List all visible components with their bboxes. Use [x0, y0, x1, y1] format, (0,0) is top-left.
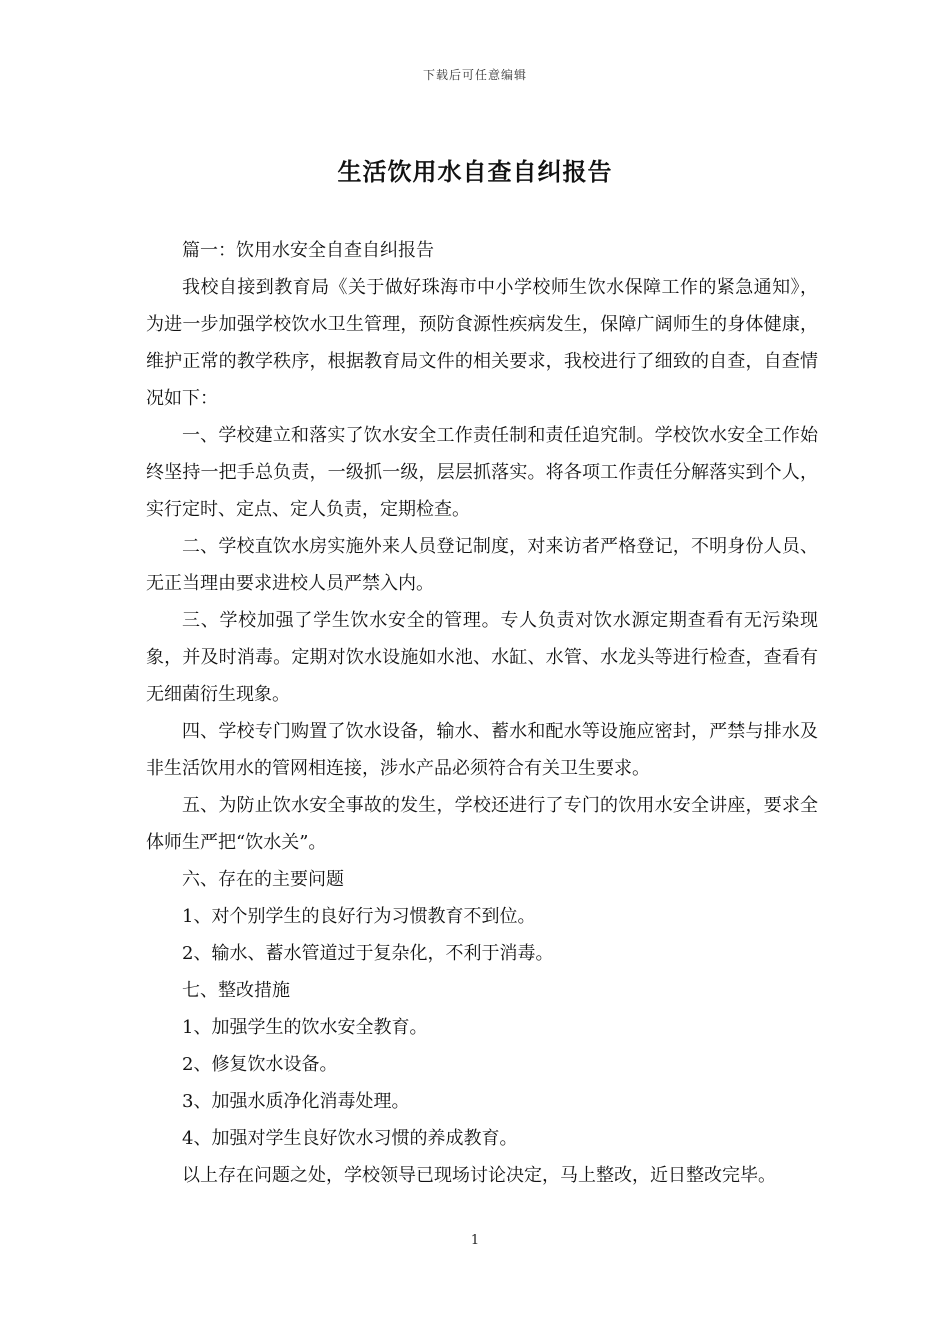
paragraph-problem-1: 1、对个别学生的良好行为习惯教育不到位。: [182, 906, 536, 927]
paragraph-intro: 我校自接到教育局《关于做好珠海市中小学校师生饮水保障工作的紧急通知》，为进一步加强学校饮水卫生管理，预防食源性疾病发生，保障广阔师生的身体健康，维护正常的教学秩序，根据教育局文件的相关要求，我校进行了细致的自查，自查情况如下：: [146, 277, 818, 409]
paragraph-measure-1: 1、加强学生的饮水安全教育。: [182, 1017, 428, 1038]
paragraph-item-5: 五、为防止饮水安全事故的发生，学校还进行了专门的饮用水安全讲座，要求全体师生严把“饮水关”。: [146, 795, 818, 853]
page-number: 1: [470, 1233, 480, 1248]
paragraph-measures-heading: 七、整改措施: [182, 980, 290, 1001]
paragraph-item-4: 四、学校专门购置了饮水设备，输水、蓄水和配水等设施应密封，严禁与排水及非生活饮用水的管网相连接，涉水产品必须符合有关卫生要求。: [146, 721, 818, 779]
paragraph-item-2: 二、学校直饮水房实施外来人员登记制度，对来访者严格登记，不明身份人员、无正当理由要求进校人员严禁入内。: [146, 536, 818, 594]
page-header-note: 下载后可任意编辑: [422, 68, 527, 82]
document-title: 生活饮用水自查自纠报告: [337, 157, 613, 186]
document-body: [146, 232, 818, 1194]
paragraph-measure-3: 3、加强水质净化消毒处理。: [182, 1091, 410, 1112]
paragraph-problems-heading: 六、存在的主要问题: [182, 869, 344, 890]
paragraph-section-heading: 篇一：饮用水安全自查自纠报告: [182, 240, 434, 261]
paragraph-measure-4: 4、加强对学生良好饮水习惯的养成教育。: [182, 1128, 518, 1149]
paragraph-item-3: 三、学校加强了学生饮水安全的管理。专人负责对饮水源定期查看有无污染现象，并及时消毒。定期对饮水设施如水池、水缸、水管、水龙头等进行检查，查看有无细菌衍生现象。: [146, 610, 818, 705]
paragraph-measure-2: 2、修复饮水设备。: [182, 1054, 338, 1075]
paragraph-problem-2: 2、输水、蓄水管道过于复杂化，不利于消毒。: [182, 943, 554, 964]
paragraph-item-1: 一、学校建立和落实了饮水安全工作责任制和责任追究制。学校饮水安全工作始终坚持一把手总负责，一级抓一级，层层抓落实。将各项工作责任分解落实到个人，实行定时、定点、定人负责，定期检查。: [146, 425, 818, 520]
paragraph-conclusion: 以上存在问题之处，学校领导已现场讨论决定，马上整改，近日整改完毕。: [182, 1165, 776, 1186]
